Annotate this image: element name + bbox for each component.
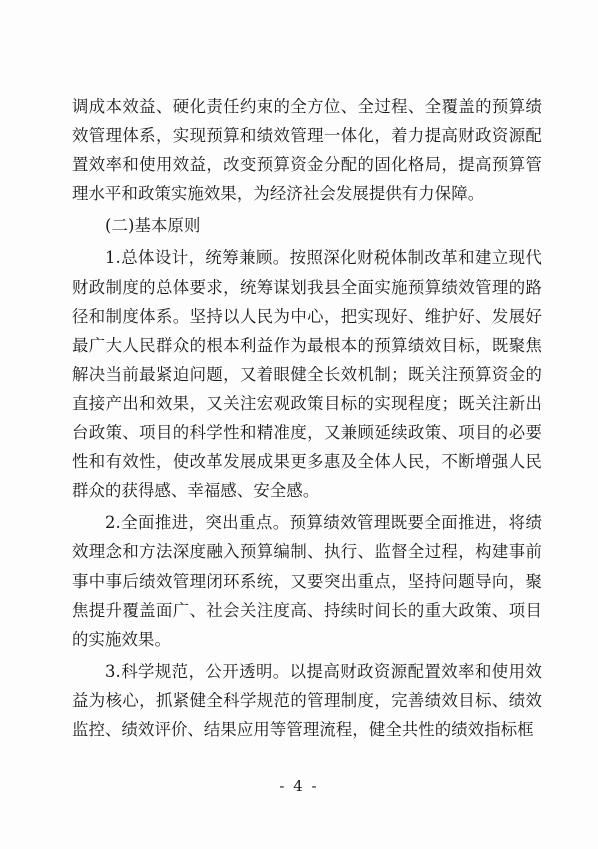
paragraph-principle-1: 1.总体设计，统筹兼顾。按照深化财税体制改革和建立现代财政制度的总体要求，统筹谋划我县全面实施预算绩效管理的路径和制度体系。坚持以人民为中心，把实现好、维护好、发展好最广大人民群众的根本利益作为最根本的预算绩效目标，既聚焦解决当前最紧迫问题，又着眼健全长效机制；既关注预算资金的直接产出和效果，又关注宏观政策目标的实现程度；既关注新出台政策、项目的科学性和精准度，又兼顾延续政策、项目的必要性和有效性，使改革发展成果更多惠及全体人民，不断增强人民群众的获得感、幸福感、安全感。	[72, 248, 542, 501]
paragraph-continuation: 调成本效益、硬化责任约束的全方位、全过程、全覆盖的预算绩效管理体系，实现预算和绩效管理一体化，着力提高财政资源配置效率和使用效益，改变预算资金分配的固化格局，提高预算管理水平和政策实施效果，为经济社会发展提供有力保障。	[72, 97, 542, 204]
section-heading-basic-principles: (二)基本原则	[105, 216, 201, 236]
paragraph-principle-3: 3.科学规范，公开透明。以提高财政资源配置效率和使用效益为核心，抓紧健全科学规范的管理制度，完善绩效目标、绩效监控、绩效评价、结果应用等管理流程，健全共性的绩效指标框	[72, 661, 542, 739]
paragraph-principle-2: 2.全面推进，突出重点。预算绩效管理既要全面推进，将绩效理念和方法深度融入预算编制、执行、监督全过程，构建事前事中事后绩效管理闭环系统，又要突出重点，坚持问题导向，聚焦提升覆盖面广、社会关注度高、持续时间长的重大政策、项目的实施效果。	[72, 513, 542, 649]
document-body	[72, 92, 542, 747]
page-number: - 4 -	[279, 777, 319, 795]
